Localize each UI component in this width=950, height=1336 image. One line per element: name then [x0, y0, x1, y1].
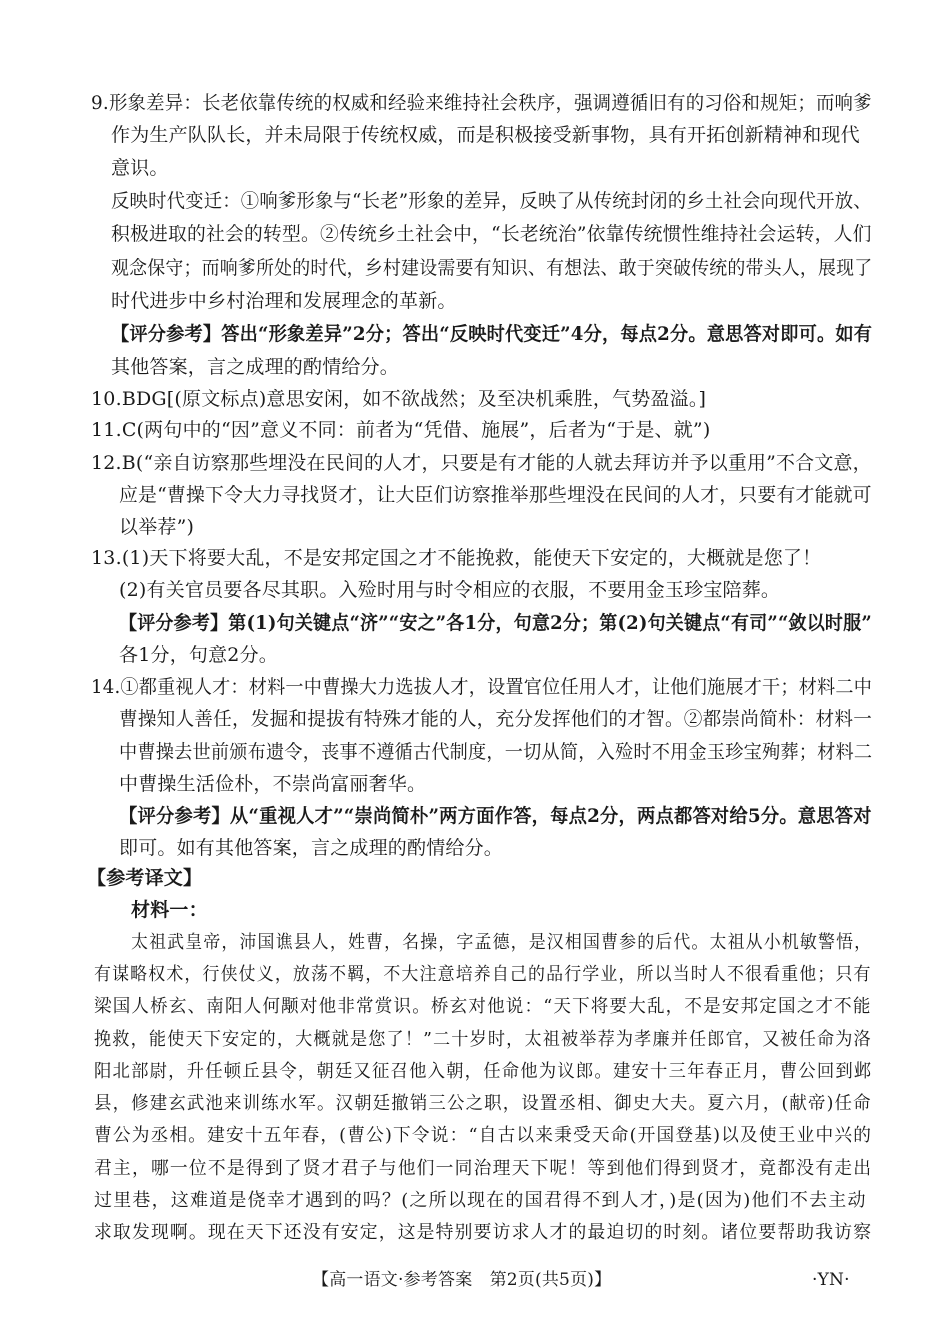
q13-scoring-line-1: 【评分参考】第(1)句关键点“济”“安之”各1分，句意2分；第(2)句关键点“有司”“敛以时服”: [119, 612, 872, 634]
q14-line-1: 14.①都重视人才：材料一中曹操大力选拔人才，设置官位任用人才，让他们施展才干；材料二中: [91, 676, 873, 698]
translation-line-6: 县，修建玄武池来训练水军。汉朝廷撤销三公之职，设置丞相、御史大夫。夏六月，(献帝)任命: [94, 1093, 872, 1114]
q12-line-1: 12.B(“亲自访察那些埋没在民间的人才，只要是有才能的人就去拜访并予以重用”不合文意，: [91, 452, 872, 474]
q9-line-4: 反映时代变迁：①响爹形象与“长老”形象的差异，反映了从传统封闭的乡土社会向现代开放、: [111, 190, 872, 212]
q9-scoring-line-1: 【评分参考】答出“形象差异”2分；答出“反映时代变迁”4分，每点2分。意思答对即可。如有: [111, 323, 873, 345]
translation-line-10: 求取发现啊。现在天下还没有安定，这是特别要访求人才的最迫切的时刻。诸位要帮助我访察: [94, 1222, 873, 1243]
translation-line-7: 曹公为丞相。建安十五年春，(曹公)下令说：“自古以来秉受天命(开国登基)以及使王业中兴的: [94, 1125, 873, 1146]
q13-scoring-line-2: 各1分，句意2分。: [119, 644, 278, 666]
translation-line-4: 挽救，能使天下安定的，大概就是您了！”二十岁时，太祖被举荐为孝廉并任郎官，又被任命为洛: [94, 1029, 872, 1050]
q9-line-2: 作为生产队队长，并未局限于传统权威，而是积极接受新事物，具有开拓创新精神和现代: [111, 124, 860, 146]
q9-line-1: 9.形象差异：长老依靠传统的权威和经验来维持社会秩序，强调遵循旧有的习俗和规矩；而响爹: [91, 92, 872, 114]
page-footer-code: ·YN·: [812, 1270, 850, 1290]
translation-line-5: 阳北部尉，升任顿丘县令，朝廷又征召他入朝，任命他为议郎。建安十三年春正月，曹公回到邺: [94, 1061, 873, 1082]
translation-line-8: 君主，哪一位不是得到了贤才君子与他们一同治理天下呢！等到他们得到贤才，竟都没有走出: [94, 1158, 873, 1179]
q9-line-6: 观念保守；而响爹所处的时代，乡村建设需要有知识、有想法、敢于突破传统的带头人，展现了: [111, 257, 873, 279]
q9-line-7: 时代进步中乡村治理和发展理念的革新。: [111, 290, 457, 312]
page-footer-title: 【高一语文·参考答案 第2页(共5页)】: [312, 1270, 612, 1290]
q14-line-2: 曹操知人善任，发掘和提拔有特殊才能的人，充分发挥他们的才智。②都崇尚简朴：材料一: [119, 708, 873, 730]
q14-line-4: 中曹操生活俭朴，不崇尚富丽奢华。: [119, 773, 427, 795]
material-one-heading: 材料一：: [131, 899, 208, 921]
q13-line-2: (2)有关官员要各尽其职。入殓时用与时令相应的衣服，不要用金玉珍宝陪葬。: [119, 579, 781, 601]
q10-line: 10.BDG[(原文标点)意思安闲，如不欲战然；及至决机乘胜，气势盈溢。]: [91, 388, 707, 410]
q9-line-5: 积极进取的社会的转型。②传统乡土社会中，“长老统治”依靠传统惯性维持社会运转，人们: [111, 223, 872, 245]
translation-heading: 【参考译文】: [87, 867, 203, 889]
q12-line-2: 应是“曹操下令大力寻找贤才，让大臣们访察推举那些埋没在民间的人才，只要有才能就可: [119, 484, 872, 506]
q12-line-3: 以举荐”): [119, 516, 195, 538]
q14-line-3: 中曹操去世前颁布遗令，丧事不遵循古代制度，一切从简，入殓时不用金玉珍宝殉葬；材料二: [119, 741, 873, 763]
q9-scoring-line-2: 其他答案，言之成理的酌情给分。: [111, 356, 400, 378]
q9-line-3: 意识。: [111, 157, 169, 179]
q14-scoring-line-2: 即可。如有其他答案，言之成理的酌情给分。: [119, 837, 504, 859]
q13-line-1: 13.(1)天下将要大乱，不是安邦定国之才不能挽救，能使天下安定的，大概就是您了！: [91, 547, 822, 569]
q11-line: 11.C(两句中的“因”意义不同：前者为“凭借、施展”，后者为“于是、就”): [91, 419, 711, 441]
translation-line-9: 过里巷，这难道是侥幸才遇到的吗？(之所以现在的国君得不到人才，)是(因为)他们不去主动: [94, 1190, 867, 1211]
translation-line-2: 有谋略权术，行侠仗义，放荡不羁，不大注意培养自己的品行学业，所以当时人不很看重他；只有: [94, 964, 872, 985]
translation-line-1: 太祖武皇帝，沛国谯县人，姓曹，名操，字孟德，是汉相国曹参的后代。太祖从小机敏警悟，: [131, 932, 873, 953]
q14-scoring-line-1: 【评分参考】从“重视人才”“崇尚简朴”两方面作答，每点2分，两点都答对给5分。意思答对: [119, 805, 872, 827]
translation-line-3: 梁国人桥玄、南阳人何颙对他非常赏识。桥玄对他说：“天下将要大乱，不是安邦定国之才不能: [94, 996, 872, 1017]
